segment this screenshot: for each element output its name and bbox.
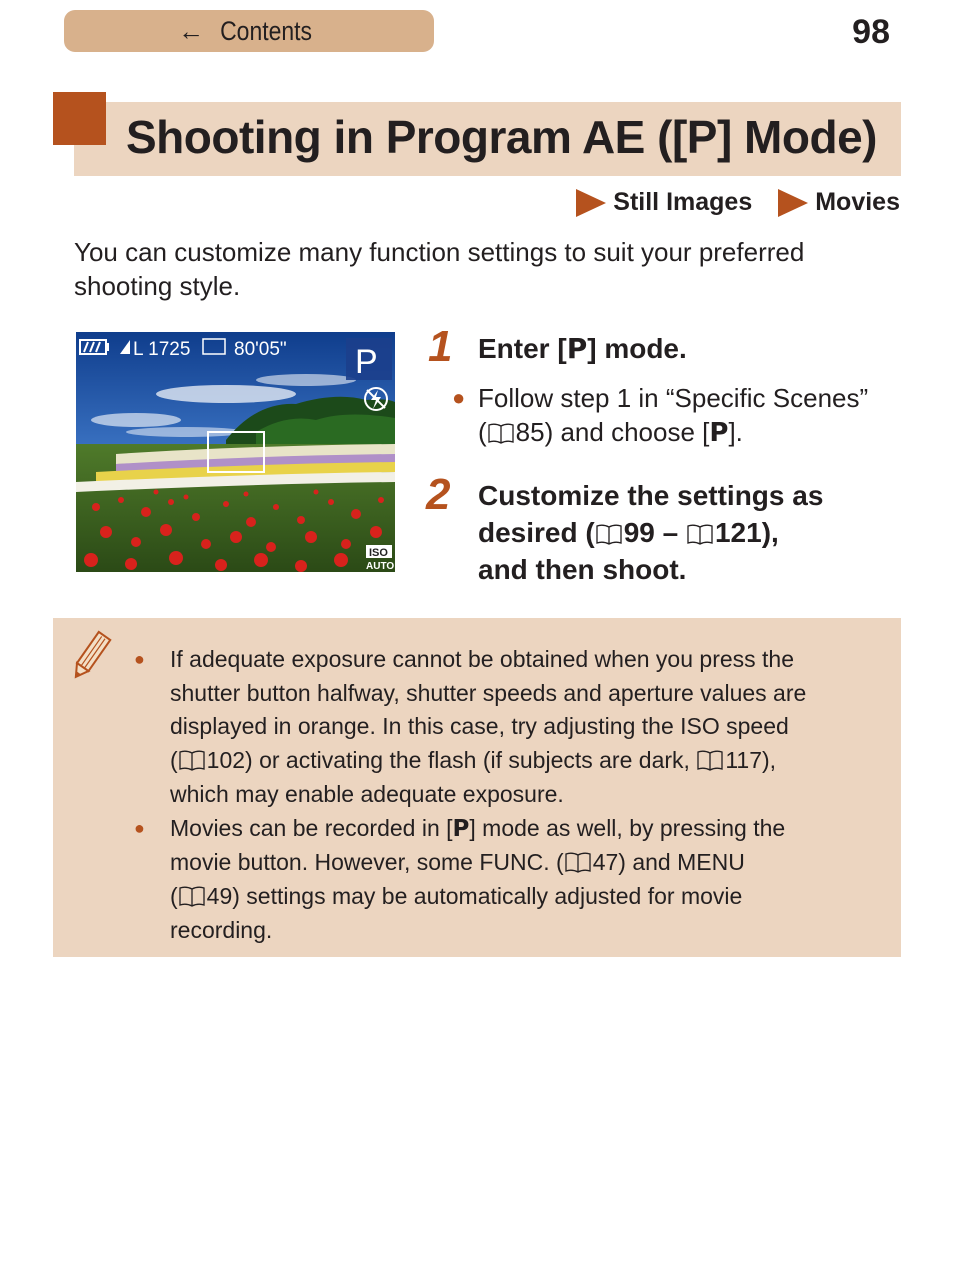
- book-icon: [686, 523, 714, 545]
- tag-still-images: [576, 188, 752, 217]
- camera-screen-image: [76, 332, 395, 572]
- step-number: 2: [426, 470, 451, 519]
- step-number: 1: [428, 322, 453, 371]
- book-icon: [178, 885, 206, 907]
- text-part: 49) settings may be automatically adjusted for movie: [206, 882, 743, 909]
- step-text: Enter [: [478, 333, 567, 364]
- text-part: (: [170, 747, 178, 774]
- screen-iso-label: ISO: [369, 547, 388, 559]
- bullet-dot: ●: [134, 817, 145, 838]
- contents-button[interactable]: [64, 10, 434, 52]
- book-icon: [595, 523, 623, 545]
- note-line: [170, 744, 806, 778]
- note-line: which may enable adequate exposure.: [170, 780, 564, 807]
- text-part: (: [170, 882, 178, 909]
- text-part: 102) or activating the flash (if subjects are dark,: [206, 747, 697, 774]
- bullet-dot: ●: [452, 385, 466, 410]
- note-text: [170, 812, 785, 948]
- bullet-line-1: Follow step 1 in “Specific Scenes”: [478, 383, 869, 413]
- text-part: 47) and MENU: [592, 849, 745, 876]
- tag-label: Still Images: [613, 188, 753, 216]
- step-1-bullet: [452, 381, 912, 450]
- text-part: 99 –: [623, 517, 686, 548]
- bullet-dot: ●: [134, 649, 145, 669]
- book-icon: [564, 851, 592, 873]
- step-2-line-2: [478, 514, 823, 551]
- tag-movies: [778, 188, 900, 217]
- text-part: ] mode as well, by pressing the: [469, 814, 786, 841]
- step-1-title: [478, 330, 687, 367]
- note-item: [134, 643, 884, 812]
- step-2-line-3: and then shoot.: [478, 554, 687, 585]
- text-part: 117),: [725, 747, 777, 774]
- page-number: 98: [852, 13, 890, 51]
- screen-rec-time: 80'05": [234, 339, 287, 360]
- text-part: Movies can be recorded in [: [170, 814, 453, 841]
- arrow-left-icon: ←: [177, 16, 204, 46]
- note-line: [170, 812, 785, 847]
- note-line: shutter button halfway, shutter speeds and aperture values are: [170, 679, 807, 706]
- play-triangle-icon: [778, 189, 808, 217]
- play-triangle-icon: [576, 189, 606, 217]
- note-item: [134, 812, 884, 948]
- mode-tags: [576, 188, 900, 217]
- text-part: (: [478, 417, 487, 447]
- tag-label: Movies: [815, 188, 900, 216]
- step-2-title: [478, 477, 823, 588]
- text-part: 121),: [714, 517, 779, 548]
- note-line: [170, 846, 785, 880]
- book-icon: [696, 749, 724, 771]
- screen-iso-auto: AUTO: [366, 561, 395, 572]
- text-part: desired (: [478, 517, 595, 548]
- note-text: [170, 643, 806, 812]
- pencil-icon: [68, 630, 114, 684]
- contents-label: Contents: [220, 15, 312, 46]
- note-line: [170, 880, 785, 914]
- page-title: Shooting in Program AE ([P] Mode): [126, 111, 877, 163]
- text-part: movie button. However, some FUNC. (: [170, 849, 564, 876]
- p-mode-icon: P: [566, 332, 588, 365]
- book-icon: [487, 422, 515, 444]
- title-accent-square: [53, 92, 106, 145]
- book-icon: [178, 749, 206, 771]
- intro-text: You can customize many function settings to suit your preferred shooting style.: [74, 237, 805, 301]
- note-list: [134, 643, 884, 947]
- bullet-line-2: [478, 415, 868, 450]
- note-line: If adequate exposure cannot be obtained when you press the: [170, 646, 795, 672]
- note-line: recording.: [170, 916, 273, 943]
- step-2-line-1: Customize the settings as: [478, 480, 824, 511]
- text-part: ].: [728, 417, 743, 447]
- text-part: 85) and choose [: [515, 417, 710, 447]
- step-text: ] mode.: [587, 333, 687, 364]
- bullet-text: [478, 381, 868, 450]
- note-line: displayed in orange. In this case, try adjusting the ISO speed: [170, 713, 789, 740]
- screen-mode-p: P: [355, 343, 378, 381]
- p-mode-icon: P: [452, 815, 470, 842]
- screen-shot-count: L 1725: [133, 339, 191, 360]
- p-mode-icon: P: [709, 418, 729, 448]
